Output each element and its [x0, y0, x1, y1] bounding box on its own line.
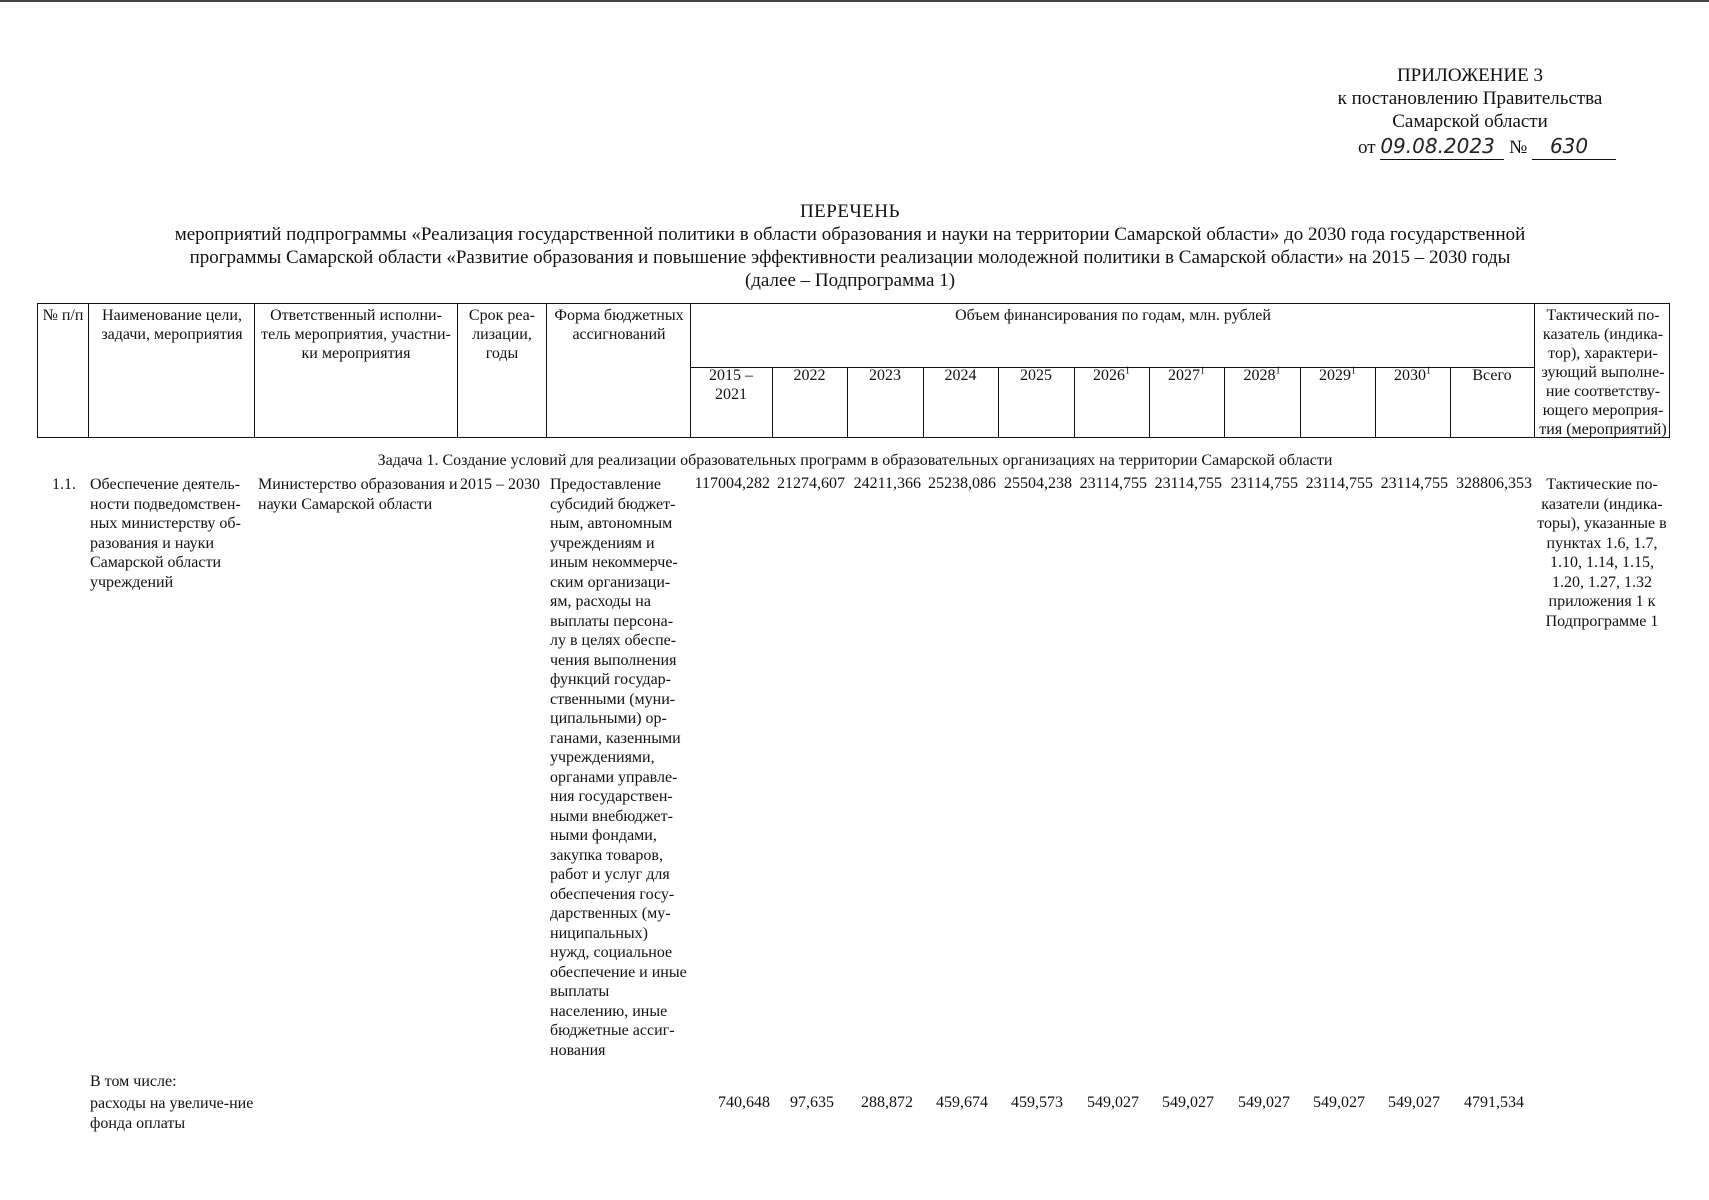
value-2027: 23114,755 [1154, 475, 1222, 492]
year-2015-2021: 2015 – 2021 [709, 367, 753, 403]
task-heading: Задача 1. Создание условий для реализации образовательных программ в образовательных организациях на территории Самарской области [377, 452, 1333, 469]
year-total: Всего [1472, 367, 1512, 384]
sub-value-2028: 549,027 [1238, 1094, 1290, 1111]
value-2024: 25238,086 [928, 475, 996, 492]
year-2030: 2030$^1$ [1394, 365, 1431, 384]
document-title [40, 200, 1660, 292]
including-label: В том числе: [90, 1073, 177, 1090]
year-2025: 2025 [1020, 367, 1052, 384]
sub-value-2030: 549,027 [1388, 1094, 1440, 1111]
sub-value-2015-2021: 740,648 [718, 1094, 770, 1111]
sub-value-2025: 459,573 [1011, 1094, 1063, 1111]
handwritten-number: 630 [1549, 134, 1589, 158]
year-2027: 2027$^1$ [1168, 365, 1205, 384]
title-line-3: (далее – Подпрограмма 1) [744, 270, 956, 291]
header-indicator: Тактический по-казатель (индика-тор), характери-зующий выполне-ние соответству-ющего мероприя-тия (мероприятий) [1539, 307, 1667, 438]
number-field [1532, 135, 1616, 160]
header-term: Срок реа-лизации, годы [468, 307, 536, 362]
title-heading: ПЕРЕЧЕНЬ [799, 201, 901, 222]
title-line-1: мероприятий подпрограммы «Реализация государственной политики в области образования и науки на территории Самарской области» до 2030 года государственной [174, 224, 1526, 245]
number-label: № [1509, 137, 1528, 158]
header-name: Наименование цели, задачи, мероприятия [101, 307, 243, 343]
appendix-line-3: Самарской области [1392, 111, 1548, 132]
year-2029: 2029$^1$ [1319, 365, 1356, 384]
sub-value-total: 4791,534 [1464, 1094, 1524, 1111]
year-2028: 2028$^1$ [1243, 365, 1281, 384]
year-2022: 2022 [793, 367, 826, 384]
row-name: Обеспечение деятель-ности подведомствен-ных министерству об-разования и науки Самарской области учреждений [90, 476, 241, 591]
value-total: 328806,353 [1456, 475, 1532, 492]
value-2022: 21274,607 [777, 475, 845, 492]
row-number: 1.1. [52, 476, 76, 493]
value-2029: 23114,755 [1305, 475, 1373, 492]
header-num: № п/п [42, 307, 84, 324]
header-responsible: Ответственный исполни-тель мероприятия, участни-ки мероприятия [261, 307, 451, 362]
value-2030: 23114,755 [1380, 475, 1448, 492]
title-line-2: программы Самарской области «Развитие образования и повышение эффективности реализации молодежной политики в Самарской области» на 2015 – 2030 годы [189, 247, 1511, 268]
value-2025: 25504,238 [1004, 475, 1072, 492]
sub-value-2027: 549,027 [1162, 1094, 1214, 1111]
header-form: Форма бюджетных ассигнований [554, 307, 684, 343]
row-indicator: Тактические по-казатели (индика-торы), указанные в пунктах 1.6, 1.7, 1.10, 1.14, 1.15, 1.20, 1.27, 1.32 приложения 1 к Подпрограмме 1 [1537, 476, 1667, 630]
from-label: от [1358, 137, 1376, 158]
appendix-title: ПРИЛОЖЕНИЕ 3 [1396, 65, 1544, 86]
date-field [1380, 135, 1504, 160]
year-2026: 2026$^1$ [1093, 365, 1130, 384]
appendix-block [1300, 64, 1640, 160]
value-2026: 23114,755 [1079, 475, 1147, 492]
year-2024: 2024 [944, 367, 977, 384]
top-border [0, 0, 1709, 2]
year-2023: 2023 [869, 367, 901, 384]
table-header [37, 303, 1670, 438]
sub-value-2024: 459,674 [936, 1094, 988, 1111]
value-2023: 24211,366 [853, 475, 921, 492]
handwritten-date: 09.08.2023 [1380, 134, 1495, 158]
value-2015-2021: 117004,282 [694, 475, 770, 492]
sub-row-name: расходы на увеличе-ние фонда оплаты [90, 1095, 254, 1132]
sub-value-2022: 97,635 [790, 1094, 834, 1111]
row-term: 2015 – 2030 [460, 476, 540, 493]
appendix-line-2: к постановлению Правительства [1337, 88, 1603, 109]
row-form: Предоставление субсидий бюджет-ным, автономным учреждениям и иным некоммерче-ским организаци-ям, расходы на выплаты персона-лу в целях обеспе-чения выполнения функций государ-ственными (муни-ципальными) ор-ганами, казенными учреждениями, органами управле-ния государствен-ными внебюджет-ными фондами, закупка товаров, работ и услуг для обеспечения госу-дарственных (му-ниципальных) нужд, социальное обеспечение и иные выплаты населению, иные бюджетные ассиг-нования [550, 476, 687, 1059]
appendix-date-row [1300, 135, 1640, 160]
sub-value-2026: 549,027 [1087, 1094, 1139, 1111]
row-responsible: Министерство образования и науки Самарской области [258, 476, 458, 513]
sub-value-2023: 288,872 [861, 1094, 913, 1111]
sub-value-2029: 549,027 [1313, 1094, 1365, 1111]
value-2028: 23114,755 [1230, 475, 1298, 492]
header-funding: Объем финансирования по годам, млн. рублей [955, 307, 1271, 324]
